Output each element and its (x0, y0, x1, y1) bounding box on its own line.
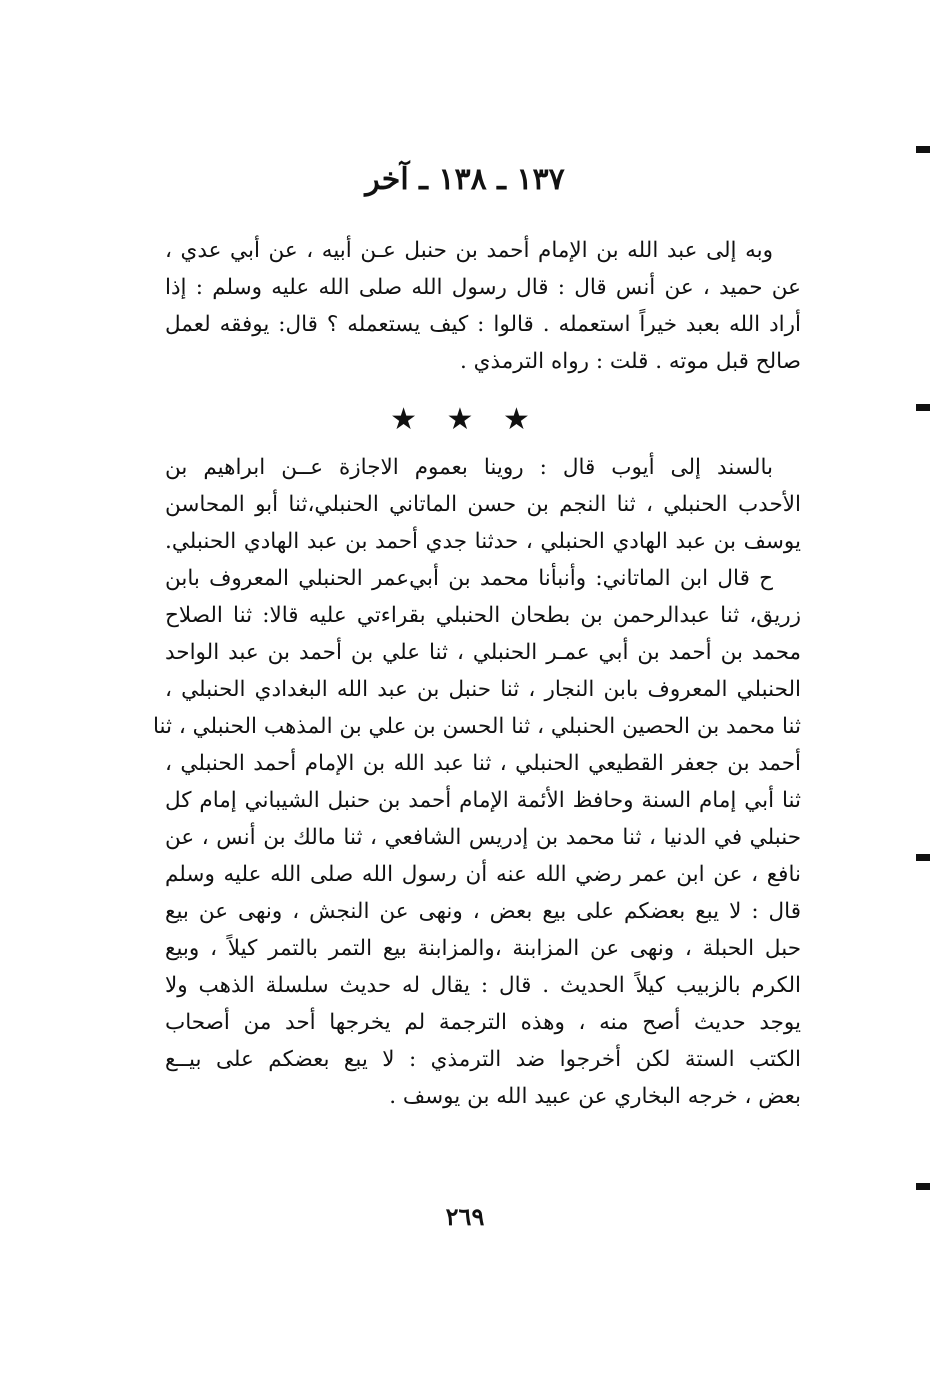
page-heading: ١٣٧ ـ ١٣٨ ـ آخر (365, 162, 565, 197)
text-line: أحمد بن جعفر القطيعي الحنبلي ، ثنا عبد الله بن الإمام أحمد الحنبلي ، (165, 751, 801, 776)
page-number: ٢٦٩ (445, 1202, 485, 1231)
text-line: نافع ، عن ابن عمر رضي الله عنه أن رسول الله صلى الله عليه وسلم (165, 862, 801, 887)
section-separator: ★ ★ ★ (390, 402, 540, 437)
text-line: أراد الله بعبد خيراً استعمله . قالوا : كيف يستعمله ؟ قال: يوفقه لعمل (165, 312, 801, 337)
paragraph-2 (152, 449, 801, 1115)
text-line: الحنبلي المعروف بابن النجار ، ثنا حنبل بن عبد الله البغدادي الحنبلي ، (165, 677, 801, 702)
text-line: ثنا أبي إمام السنة وحافظ الأئمة الإمام أحمد بن حنبل الشيباني إمام كل (165, 788, 801, 813)
text-line: قال : لا يبع بعضكم على بيع بعض ، ونهى عن النجش ، ونهى عن بيع (165, 899, 801, 924)
text-line: بعض ، خرجه البخاري عن عبيد الله بن يوسف . (389, 1084, 801, 1109)
text-line: حبل الحبلة ، ونهى عن المزابنة ،والمزابنة بيع التمر بالتمر كيلاً ، وبيع (165, 936, 801, 961)
text-line: يوسف بن عبد الهادي الحنبلي ، حدثنا جدي أحمد بن عبد الهادي الحنبلي. (165, 529, 801, 554)
text-line: محمد بن أحمد بن أبي عمـر الحنبلي ، ثنا علي بن أحمد بن عبد الواحد (165, 640, 801, 665)
edge-mark (916, 146, 930, 153)
text-line: الأحدب الحنبلي ، ثنا النجم بن حسن الماتاني الحنبلي،ثنا أبو المحاسن (165, 492, 801, 517)
edge-mark (916, 1183, 930, 1190)
edge-mark (916, 854, 930, 861)
paragraph-1 (165, 232, 801, 380)
text-line: عن حميد ، عن أنس قال : قال رسول الله صلى الله عليه وسلم : إذا (165, 275, 801, 300)
text-line: ح قال ابن الماتاني: وأنبأنا محمد بن أبي‌عمر الحنبلي المعروف بابن (165, 566, 773, 591)
text-line: حنبلي في الدنيا ، ثنا محمد بن إدريس الشافعي ، ثنا مالك بن أنس ، عن (165, 825, 801, 850)
text-line: ثنا محمد بن الحصين الحنبلي ، ثنا الحسن بن علي بن المذهب الحنبلي ، ثنا (152, 714, 801, 739)
text-line: بالسند إلى أيوب قال : روينا بعموم الاجازة عــن ابراهيم بن (165, 455, 773, 480)
text-line: الكتب الستة لكن أخرجوا ضد الترمذي : لا يبع بعضكم على بيــع (165, 1047, 801, 1072)
text-line: صالح قبل موته . قلت : رواه الترمذي . (459, 349, 801, 374)
text-line: وبه إلى عبد الله بن الإمام أحمد بن حنبل عـن أبيه ، عن أبي عدي ، (165, 238, 773, 263)
text-line: الكرم بالزبيب كيلاً الحديث . قال : يقال له حديث سلسلة الذهب ولا (165, 973, 801, 998)
text-line: زريق، ثنا عبدالرحمن بن بطحان الحنبلي بقراءتي عليه قالا: ثنا الصلاح (165, 603, 801, 628)
text-line: يوجد حديث أصح منه ، وهذه الترجمة لم يخرجها أحد من أصحاب (165, 1010, 801, 1035)
